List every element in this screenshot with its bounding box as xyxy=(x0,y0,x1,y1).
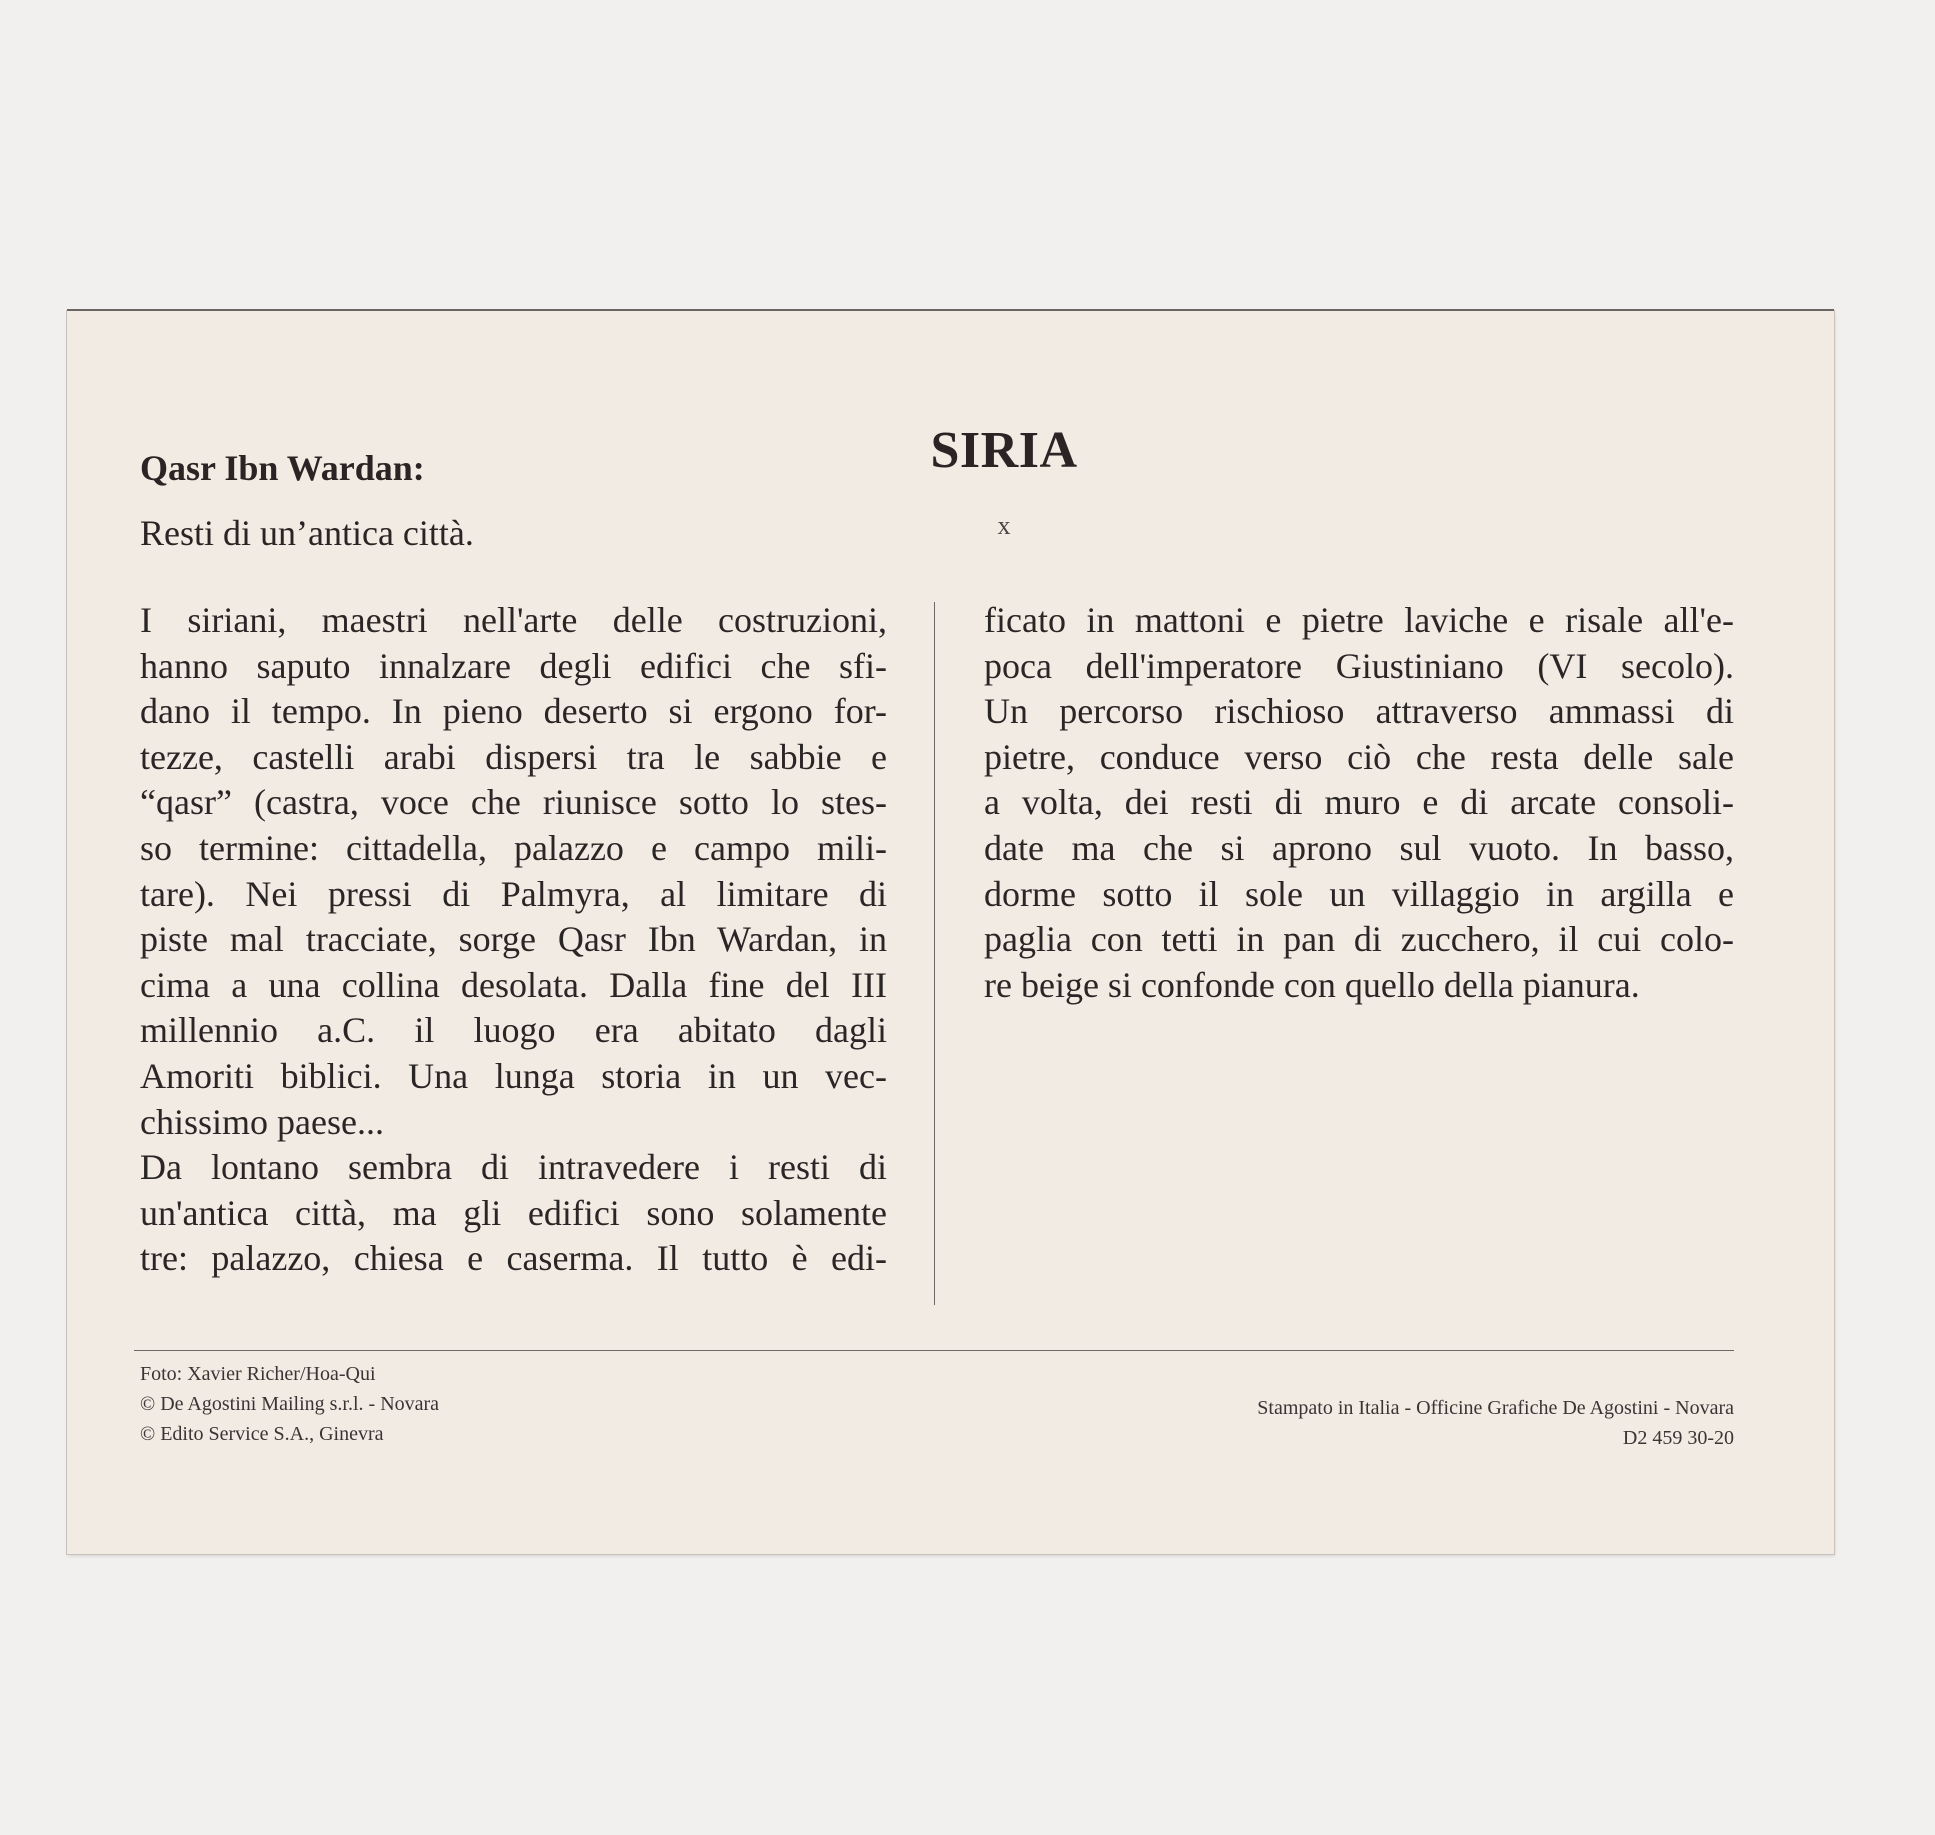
place-subtitle: Resti di un’antica città. xyxy=(140,513,474,553)
place-title: Qasr Ibn Wardan: xyxy=(140,448,425,488)
text-line: ficato in mattoni e pietre laviche e risale all'e- xyxy=(984,600,1734,640)
credit-line: Foto: Xavier Richer/Hoa-Qui xyxy=(140,1363,376,1385)
text-line: tre: palazzo, chiesa e caserma. Il tutto è edi- xyxy=(140,1238,887,1279)
text-line: poca dell'imperatore Giustiniano (VI secolo). xyxy=(984,645,1734,686)
text-line: tare). Nei pressi di Palmyra, al limitare di xyxy=(140,873,887,914)
text-line: piste mal tracciate, sorge Qasr Ibn Wardan, in xyxy=(140,919,887,960)
column-divider xyxy=(934,602,935,1305)
credit-line: © Edito Service S.A., Ginevra xyxy=(140,1423,384,1445)
text-line: I siriani, maestri nell'arte delle costruzioni, xyxy=(140,600,887,640)
text-line: so termine: cittadella, palazzo e campo mili- xyxy=(140,827,887,868)
text-line: paglia con tetti in pan di zucchero, il cui colo- xyxy=(984,919,1734,960)
text-line: a volta, dei resti di muro e di arcate consoli- xyxy=(984,782,1734,823)
text-line: dorme sotto il sole un villaggio in argilla e xyxy=(984,873,1734,914)
country-mark: x xyxy=(997,511,1011,540)
text-line: re beige si confonde con quello della pianura. xyxy=(984,964,1640,1005)
text-line: chissimo paese... xyxy=(140,1101,384,1142)
photo-credits xyxy=(140,1359,439,1449)
text-line: dano il tempo. In pieno deserto si ergono for- xyxy=(140,691,887,732)
printer-line: Stampato in Italia - Officine Grafiche De Agostini - Novara xyxy=(1257,1397,1734,1419)
text-line: “qasr” (castra, voce che riunisce sotto lo stes- xyxy=(140,782,887,823)
footer-rule xyxy=(134,1350,1734,1351)
text-line: tezze, castelli arabi dispersi tra le sabbie e xyxy=(140,736,887,777)
text-column-left xyxy=(140,598,887,1282)
text-line: Amoriti biblici. Una lunga storia in un vec- xyxy=(140,1055,887,1096)
text-column-right xyxy=(984,598,1734,1008)
text-line: hanno saputo innalzare degli edifici che sfi- xyxy=(140,645,887,686)
text-line: cima a una collina desolata. Dalla fine del III xyxy=(140,964,887,1005)
printer-info xyxy=(1257,1393,1734,1453)
product-code: D2 459 30-20 xyxy=(1622,1427,1734,1449)
text-line: Da lontano sembra di intravedere i resti di xyxy=(140,1147,887,1188)
credit-line: © De Agostini Mailing s.r.l. - Novara xyxy=(140,1393,440,1415)
country-heading: SIRIA xyxy=(930,422,1078,479)
postcard-back xyxy=(67,311,1834,1554)
text-line: millennio a.C. il luogo era abitato dagli xyxy=(140,1010,887,1051)
text-line: Un percorso rischioso attraverso ammassi di xyxy=(984,691,1734,732)
text-line: un'antica città, ma gli edifici sono solamente xyxy=(140,1192,887,1233)
text-line: pietre, conduce verso ciò che resta delle sale xyxy=(984,736,1734,777)
text-line: date ma che si aprono sul vuoto. In basso, xyxy=(984,827,1734,868)
